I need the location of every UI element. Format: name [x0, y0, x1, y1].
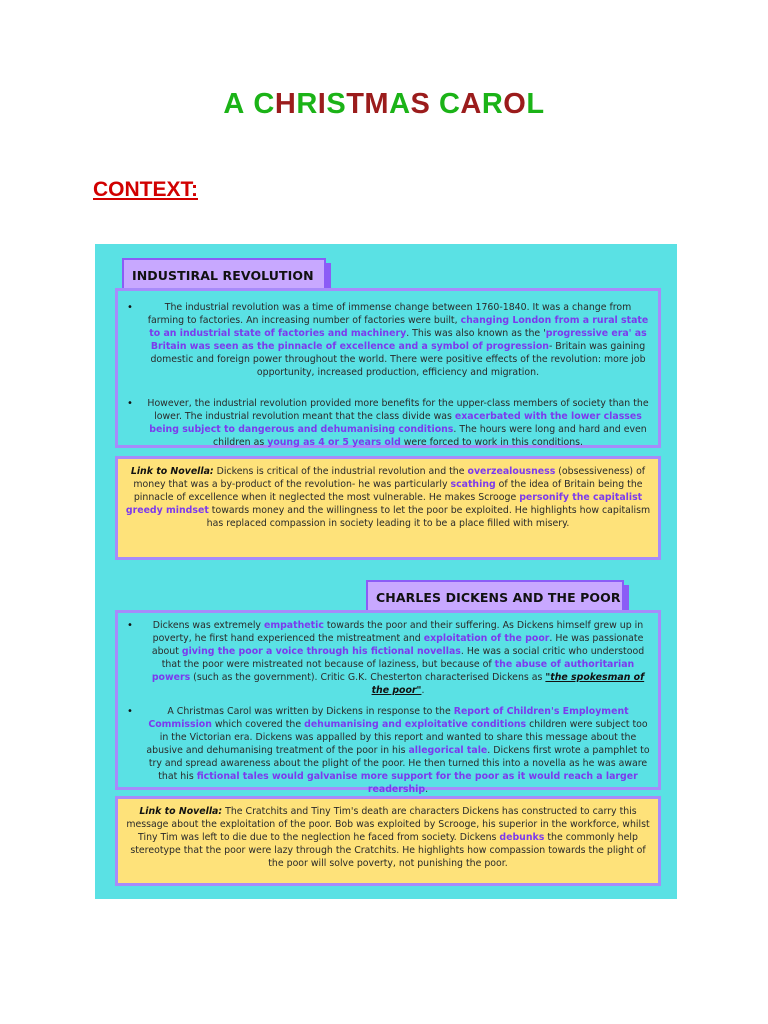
industrial-link-text-4: towards money and the willingness to let the poor be exploited. He highlights how capitalism has replaced compassion in society leading it to be a place filled with misery. [206, 505, 651, 529]
charles-dickens-heading [366, 580, 624, 614]
dickens-link-text-2: the commonly help stereotype that the poor were lazy through the Cratchits. He highlights how compassion towards the plight of the poor will solve poverty, not punishing the poor. [130, 832, 646, 869]
industrial-link-highlight-3: personify the capitalist greedy mindset [125, 492, 643, 516]
title-letter: H [274, 88, 297, 120]
title-letter: L [526, 88, 545, 120]
industrial-link-highlight-2: scathing [450, 479, 496, 490]
chesterton-quote: "the spokesman of the poor" [371, 672, 645, 696]
bullet-dot-icon: • [127, 620, 133, 631]
link-to-novella-label: Link to Novella: [130, 466, 214, 477]
industrial-link-highlight-1: overzealousness [467, 466, 556, 477]
dickens-facts-box [115, 610, 661, 795]
industrial-revolution-heading [122, 258, 326, 292]
dickens-link-to-novella-box [115, 796, 661, 886]
industrial-link-to-novella-box [115, 456, 661, 560]
industrial-b2-text-3: were forced to work in this conditions. [400, 437, 584, 448]
industrial-b2-highlight-2: young as 4 or 5 years old [267, 437, 401, 448]
document-title [0, 88, 768, 121]
dickens-b2-highlight-4: fictional tales would galvanise more support for the poor as it would reach a larger readership [196, 771, 638, 795]
industrial-b2-highlight-1: exacerbated with the lower classes being subject to dangerous and dehumanising conditions [149, 411, 642, 435]
dickens-b2-highlight-2: dehumanising and exploitative conditions [304, 719, 527, 730]
industrial-revolution-heading-text: INDUSTIRAL REVOLUTION [132, 268, 314, 283]
title-letter: S [326, 88, 347, 120]
title-letter: A [223, 88, 245, 120]
title-letter: A [389, 88, 411, 120]
dickens-b2-text-1: A Christmas Carol was written by Dickens in response to the [167, 706, 454, 717]
dickens-b2-text-5: . [425, 784, 429, 795]
title-letter: R [481, 88, 504, 120]
title-letter: T [346, 88, 365, 120]
industrial-bullet-2 [118, 397, 658, 449]
dickens-b1-text-4: . He was a social critic who understood that the poor were mistreated not because of laziness, but because of [161, 646, 645, 670]
dickens-b2-highlight-1: Report of Children's Employment Commission [148, 706, 629, 730]
context-infographic [95, 244, 677, 899]
dickens-b1-text-2: towards the poor and their suffering. As Dickens himself grew up in poverty, he first hand experienced the mistreatment and [152, 620, 644, 644]
industrial-b1-highlight-2: progressive era' as Britain was seen as the pinnacle of excellence and a symbol of progression [150, 328, 647, 352]
title-letter: I [317, 88, 327, 120]
dickens-link-highlight-1: debunks [499, 832, 545, 843]
charles-dickens-heading-text: CHARLES DICKENS AND THE POOR [376, 590, 621, 605]
dickens-b2-text-3: children were subject too in the Victorian era. Dickens was appalled by this report and wanted to share this message about the abusive and dehumanising treatment of the poor in his [146, 719, 648, 756]
dickens-b1-text-6: . [421, 685, 425, 696]
industrial-b2-text-1: However, the industrial revolution provided more benefits for the upper-class members of society than the lower. The industrial revolution meant that the class divide was [147, 398, 649, 422]
title-space [430, 88, 439, 120]
industrial-revolution-facts-box [115, 288, 661, 448]
title-letter: R [296, 88, 318, 120]
bullet-dot-icon: • [127, 706, 133, 717]
dickens-b2-highlight-3: allegorical tale [408, 745, 488, 756]
dickens-b1-text-1: Dickens was extremely [152, 620, 264, 631]
title-letter: S [410, 88, 431, 120]
dickens-b1-highlight-2: exploitation of the poor [423, 633, 550, 644]
title-letter: A [460, 88, 482, 120]
dickens-link-text-1: The Cratchits and Tiny Tim's death are characters Dickens has constructed to carry this message about the exploitation of the poor. Bob was exploited by Scrooge, his superior in the workforce, whilst Tiny Tim was left to die due to the neglection he faced from society. Dickens [126, 806, 650, 843]
industrial-link-text-1: Dickens is critical of the industrial revolution and the [213, 466, 468, 477]
title-letter: C [438, 88, 461, 120]
dickens-b2-text-2: which covered the [211, 719, 305, 730]
dickens-b1-highlight-4: the abuse of authoritarian powers [151, 659, 635, 683]
title-letter: M [364, 88, 390, 120]
dickens-bullet-1 [118, 619, 658, 697]
industrial-b1-text-3: - Britain was gaining domestic and foreign power throughout the world. There were positive effects of the revolution: more job opportunity, increased production, efficiency and migration. [150, 341, 646, 378]
bullet-dot-icon: • [127, 302, 133, 313]
dickens-b2-text-4: . Dickens first wrote a pamphlet to try and spread awareness about the plight of the poor. He then turned this into a novella as he was aware that his [148, 745, 650, 782]
link-to-novella-label: Link to Novella: [139, 806, 223, 817]
industrial-link-text-2: (obsessiveness) of money that was a by-product of the revolution- he was particularly [133, 466, 646, 490]
dickens-b1-highlight-1: empathetic [263, 620, 324, 631]
industrial-b1-highlight-1: changing London from a rural state to an industrial state of factories and machinery [149, 315, 649, 339]
industrial-b1-text-2: . This was also known as the ' [406, 328, 546, 339]
industrial-b2-text-2: . The hours were long and hard and even children as [212, 424, 647, 448]
title-letter: C [253, 88, 275, 120]
context-heading: CONTEXT: [93, 178, 198, 201]
bullet-dot-icon: • [127, 398, 133, 409]
dickens-b1-highlight-3: giving the poor a voice through his fictional novellas [181, 646, 461, 657]
dickens-bullet-2 [118, 705, 658, 796]
industrial-link-text-3: of the idea of Britain being the pinnacle of excellence when it neglected the most vulnerable. He makes Scrooge [133, 479, 643, 503]
dickens-b1-text-5: (such as the government). Critic G.K. Chesterton characterised Dickens as [190, 672, 546, 683]
title-letter: O [503, 88, 527, 120]
dickens-b1-text-3: . He was passionate about [151, 633, 644, 657]
industrial-bullet-1 [118, 301, 658, 379]
industrial-b1-text-1: The industrial revolution was a time of immense change between 1760-1840. It was a change from farming to factories. An increasing number of factories were built, [147, 302, 632, 326]
